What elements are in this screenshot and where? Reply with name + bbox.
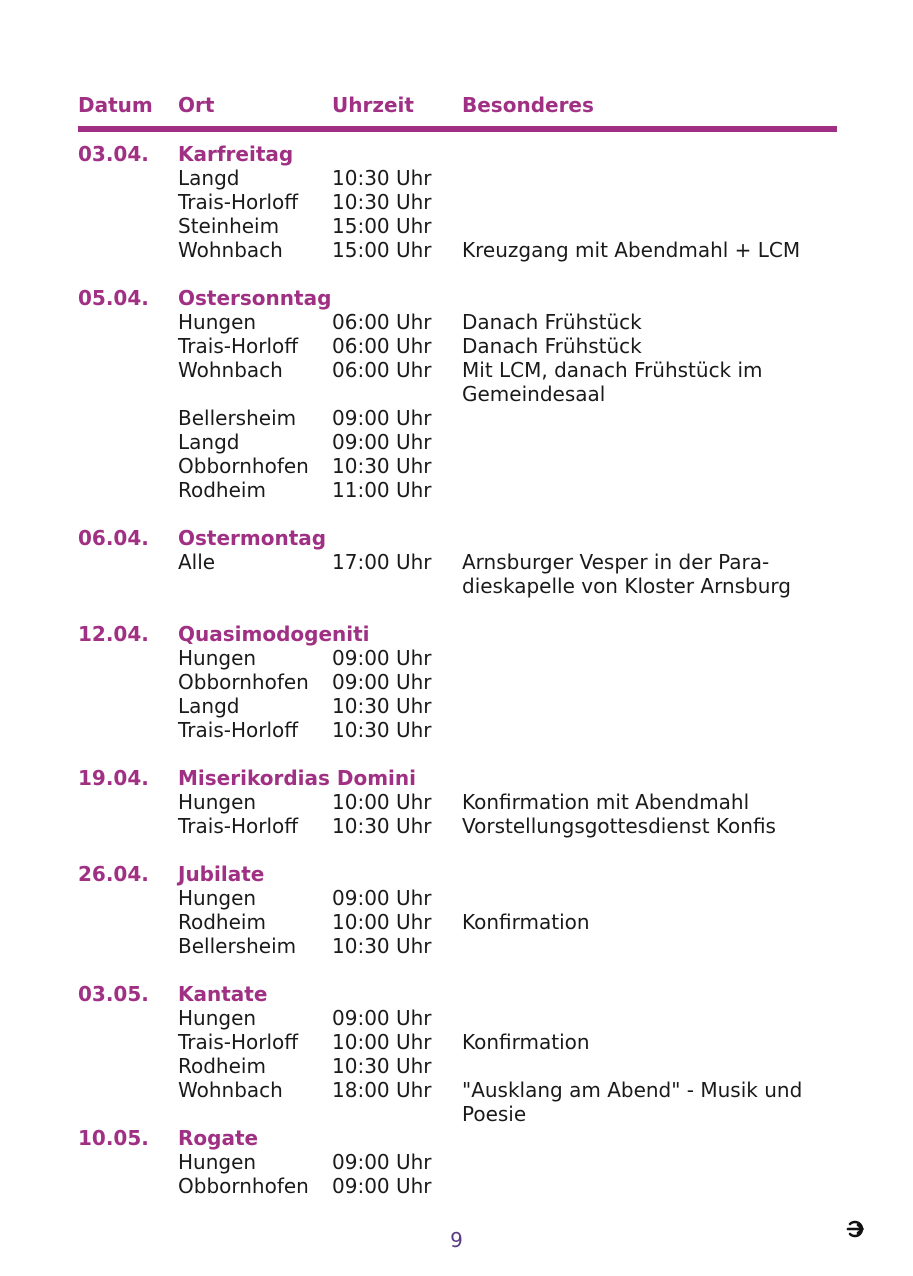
service-time: 11:00 Uhr xyxy=(332,478,432,502)
service-note: Vorstellungsgottesdienst Konfis xyxy=(462,814,776,838)
day-header xyxy=(78,142,848,166)
sunday-name: Kantate xyxy=(178,982,268,1006)
header-besonderes: Besonderes xyxy=(462,93,594,117)
service-row xyxy=(78,670,848,694)
date-label: 26.04. xyxy=(78,862,149,886)
service-time: 09:00 Uhr xyxy=(332,1006,432,1030)
date-label: 05.04. xyxy=(78,286,149,310)
service-row xyxy=(78,1030,848,1054)
service-place: Obbornhofen xyxy=(178,454,309,478)
service-place: Bellersheim xyxy=(178,406,297,430)
service-row xyxy=(78,430,848,454)
date-label: 03.04. xyxy=(78,142,149,166)
service-time: 09:00 Uhr xyxy=(332,646,432,670)
service-place: Wohnbach xyxy=(178,358,283,382)
service-row xyxy=(78,454,848,478)
service-place: Langd xyxy=(178,430,240,454)
day-block xyxy=(78,1126,848,1198)
day-block xyxy=(78,526,848,598)
service-place: Rodheim xyxy=(178,1054,266,1078)
service-time: 18:00 Uhr xyxy=(332,1078,432,1102)
service-time: 10:30 Uhr xyxy=(332,694,432,718)
service-note: "Ausklang am Abend" - Musik und xyxy=(462,1078,803,1102)
service-row xyxy=(78,814,848,838)
service-note: Kreuzgang mit Abendmahl + LCM xyxy=(462,238,801,262)
service-note: Konfirmation mit Abendmahl xyxy=(462,790,750,814)
sunday-name: Rogate xyxy=(178,1126,259,1150)
service-note: Mit LCM, danach Frühstück im xyxy=(462,358,763,382)
page-number: 9 xyxy=(450,1228,463,1252)
service-place: Langd xyxy=(178,166,240,190)
service-note: Arnsburger Vesper in der Para- xyxy=(462,550,770,574)
day-block xyxy=(78,142,848,262)
sunday-name: Ostermontag xyxy=(178,526,327,550)
service-row xyxy=(78,238,848,262)
date-label: 03.05. xyxy=(78,982,149,1006)
day-block xyxy=(78,286,848,502)
day-block xyxy=(78,622,848,742)
service-place: Obbornhofen xyxy=(178,670,309,694)
day-header xyxy=(78,982,848,1006)
service-note-continuation xyxy=(78,1102,848,1126)
service-time: 10:30 Uhr xyxy=(332,166,432,190)
sunday-name: Ostersonntag xyxy=(178,286,332,310)
service-place: Trais-Horloff xyxy=(178,334,299,358)
service-row xyxy=(78,550,848,574)
service-row xyxy=(78,910,848,934)
day-header xyxy=(78,766,848,790)
service-time: 10:00 Uhr xyxy=(332,910,432,934)
service-place: Obbornhofen xyxy=(178,1174,309,1198)
service-time: 10:00 Uhr xyxy=(332,790,432,814)
day-block xyxy=(78,862,848,958)
service-row xyxy=(78,646,848,670)
service-row xyxy=(78,310,848,334)
service-note-continuation xyxy=(78,382,848,406)
service-time: 06:00 Uhr xyxy=(332,310,432,334)
service-time: 17:00 Uhr xyxy=(332,550,432,574)
service-note: dieskapelle von Kloster Arnsburg xyxy=(462,574,791,598)
service-row xyxy=(78,694,848,718)
service-time: 09:00 Uhr xyxy=(332,1150,432,1174)
service-row xyxy=(78,1078,848,1102)
service-place: Trais-Horloff xyxy=(178,1030,299,1054)
service-time: 10:30 Uhr xyxy=(332,1054,432,1078)
service-place: Hungen xyxy=(178,1150,257,1174)
service-row xyxy=(78,1174,848,1198)
sunday-name: Quasimodogeniti xyxy=(178,622,370,646)
service-note: Poesie xyxy=(462,1102,527,1126)
service-time: 06:00 Uhr xyxy=(332,358,432,382)
service-note: Konfirmation xyxy=(462,1030,590,1054)
header-uhrzeit: Uhrzeit xyxy=(332,93,414,117)
service-row xyxy=(78,1150,848,1174)
date-label: 19.04. xyxy=(78,766,149,790)
service-time: 09:00 Uhr xyxy=(332,1174,432,1198)
service-time: 10:30 Uhr xyxy=(332,814,432,838)
service-place: Hungen xyxy=(178,310,257,334)
arrow-right-circle-icon xyxy=(846,1218,868,1240)
service-row xyxy=(78,934,848,958)
service-row xyxy=(78,406,848,430)
day-header xyxy=(78,1126,848,1150)
service-time: 15:00 Uhr xyxy=(332,214,432,238)
day-header xyxy=(78,286,848,310)
service-time: 10:30 Uhr xyxy=(332,190,432,214)
service-place: Hungen xyxy=(178,886,257,910)
day-header xyxy=(78,622,848,646)
day-header xyxy=(78,526,848,550)
service-time: 09:00 Uhr xyxy=(332,406,432,430)
header-datum: Datum xyxy=(78,93,153,117)
service-row xyxy=(78,718,848,742)
service-place: Alle xyxy=(178,550,216,574)
date-label: 10.05. xyxy=(78,1126,149,1150)
service-time: 10:00 Uhr xyxy=(332,1030,432,1054)
service-time: 10:30 Uhr xyxy=(332,934,432,958)
service-row xyxy=(78,358,848,382)
schedule-table xyxy=(78,142,848,1198)
day-header xyxy=(78,862,848,886)
date-label: 12.04. xyxy=(78,622,149,646)
service-place: Langd xyxy=(178,694,240,718)
service-place: Trais-Horloff xyxy=(178,190,299,214)
sunday-name: Karfreitag xyxy=(178,142,294,166)
service-row xyxy=(78,478,848,502)
service-note-continuation xyxy=(78,574,848,598)
header-ort: Ort xyxy=(178,93,215,117)
service-place: Hungen xyxy=(178,790,257,814)
service-place: Rodheim xyxy=(178,478,266,502)
sunday-name: Jubilate xyxy=(178,862,265,886)
day-block xyxy=(78,982,848,1126)
service-row xyxy=(78,190,848,214)
service-place: Hungen xyxy=(178,646,257,670)
service-time: 09:00 Uhr xyxy=(332,886,432,910)
service-time: 10:30 Uhr xyxy=(332,454,432,478)
service-note: Danach Frühstück xyxy=(462,310,642,334)
service-place: Wohnbach xyxy=(178,1078,283,1102)
service-row xyxy=(78,334,848,358)
service-time: 10:30 Uhr xyxy=(332,718,432,742)
sunday-name: Miserikordias Domini xyxy=(178,766,416,790)
service-row xyxy=(78,886,848,910)
service-row xyxy=(78,214,848,238)
service-row xyxy=(78,1006,848,1030)
service-row xyxy=(78,1054,848,1078)
service-time: 06:00 Uhr xyxy=(332,334,432,358)
service-place: Hungen xyxy=(178,1006,257,1030)
service-note: Gemeindesaal xyxy=(462,382,606,406)
service-place: Steinheim xyxy=(178,214,280,238)
day-block xyxy=(78,766,848,838)
table-header xyxy=(78,93,838,119)
service-time: 09:00 Uhr xyxy=(332,670,432,694)
service-row xyxy=(78,166,848,190)
date-label: 06.04. xyxy=(78,526,149,550)
service-place: Bellersheim xyxy=(178,934,297,958)
service-time: 15:00 Uhr xyxy=(332,238,432,262)
service-note: Konfirmation xyxy=(462,910,590,934)
service-place: Trais-Horloff xyxy=(178,718,299,742)
service-note: Danach Frühstück xyxy=(462,334,642,358)
service-place: Trais-Horloff xyxy=(178,814,299,838)
service-place: Rodheim xyxy=(178,910,266,934)
service-place: Wohnbach xyxy=(178,238,283,262)
header-rule xyxy=(78,126,837,132)
service-time: 09:00 Uhr xyxy=(332,430,432,454)
service-row xyxy=(78,790,848,814)
